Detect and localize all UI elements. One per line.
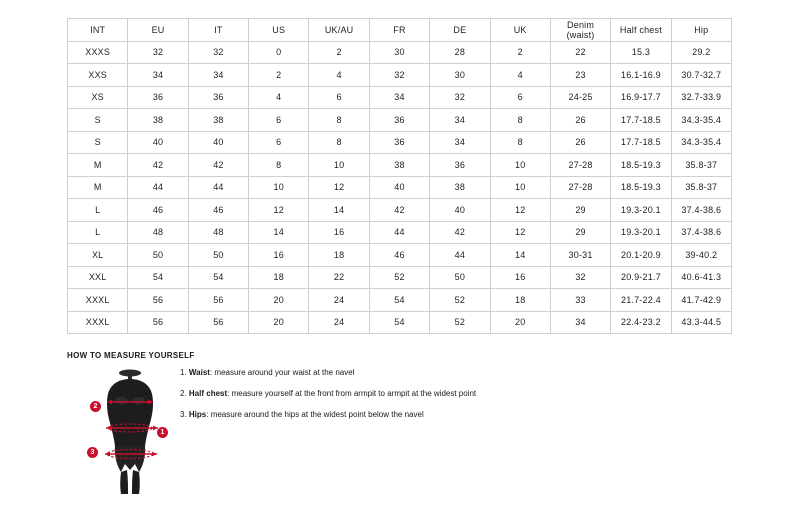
cell-uk: 10 xyxy=(490,176,550,199)
cell-uk-au: 22 xyxy=(309,266,369,289)
table-row xyxy=(68,289,732,312)
cell-de: 34 xyxy=(430,131,490,154)
cell-hip: 37.4-38.6 xyxy=(671,221,731,244)
cell-uk: 14 xyxy=(490,244,550,267)
table-row xyxy=(68,199,732,222)
cell-eu: 54 xyxy=(128,266,188,289)
table-row xyxy=(68,41,732,64)
cell-de: 52 xyxy=(430,311,490,334)
cell-hip: 37.4-38.6 xyxy=(671,199,731,222)
cell-int: S xyxy=(68,109,128,132)
cell-uk-au: 18 xyxy=(309,244,369,267)
cell-int: XXXL xyxy=(68,289,128,312)
cell-de: 32 xyxy=(430,86,490,109)
cell-eu: 38 xyxy=(128,109,188,132)
cell-hip: 34.3-35.4 xyxy=(671,131,731,154)
cell-eu: 56 xyxy=(128,311,188,334)
measure-term-waist: Waist xyxy=(188,368,210,377)
column-header-eu: EU xyxy=(128,19,188,42)
table-row xyxy=(68,131,732,154)
cell-uk: 2 xyxy=(490,41,550,64)
cell-fr: 30 xyxy=(369,41,429,64)
cell-it: 54 xyxy=(188,266,248,289)
cell-int: M xyxy=(68,154,128,177)
cell-us: 8 xyxy=(249,154,309,177)
figure-badge-1: 1 xyxy=(157,427,168,438)
cell-int: L xyxy=(68,199,128,222)
cell-half-chest: 17.7-18.5 xyxy=(611,109,671,132)
size-chart-table xyxy=(67,18,732,334)
column-header-uk: UK xyxy=(490,19,550,42)
cell-hip: 41.7-42.9 xyxy=(671,289,731,312)
cell-uk-au: 4 xyxy=(309,64,369,87)
cell-it: 36 xyxy=(188,86,248,109)
cell-eu: 42 xyxy=(128,154,188,177)
cell-uk-au: 14 xyxy=(309,199,369,222)
cell-denim-waist: 27-28 xyxy=(550,176,610,199)
cell-eu: 40 xyxy=(128,131,188,154)
cell-it: 34 xyxy=(188,64,248,87)
cell-half-chest: 15.3 xyxy=(611,41,671,64)
cell-hip: 35.8-37 xyxy=(671,154,731,177)
cell-denim-waist: 27-28 xyxy=(550,154,610,177)
cell-uk: 12 xyxy=(490,199,550,222)
cell-int: L xyxy=(68,221,128,244)
cell-half-chest: 18.5-19.3 xyxy=(611,176,671,199)
cell-it: 38 xyxy=(188,109,248,132)
measure-index-2: 2. xyxy=(180,389,187,398)
cell-denim-waist: 33 xyxy=(550,289,610,312)
table-row xyxy=(68,244,732,267)
table-row xyxy=(68,311,732,334)
cell-de: 38 xyxy=(430,176,490,199)
column-header-hip: Hip xyxy=(671,19,731,42)
column-header-half-chest: Half chest xyxy=(611,19,671,42)
cell-it: 46 xyxy=(188,199,248,222)
cell-uk-au: 10 xyxy=(309,154,369,177)
cell-it: 56 xyxy=(188,289,248,312)
table-row xyxy=(68,266,732,289)
cell-int: XXXL xyxy=(68,311,128,334)
measure-term-half-chest: Half chest xyxy=(188,389,228,398)
cell-int: XXXS xyxy=(68,41,128,64)
cell-hip: 35.8-37 xyxy=(671,176,731,199)
table-header xyxy=(68,19,732,42)
column-header-fr: FR xyxy=(369,19,429,42)
cell-half-chest: 22.4-23.2 xyxy=(611,311,671,334)
cell-int: S xyxy=(68,131,128,154)
cell-int: XXS xyxy=(68,64,128,87)
how-to-measure-title: HOW TO MEASURE YOURSELF xyxy=(67,351,195,360)
measure-text-half-chest: : measure yourself at the front from armpit to armpit at the widest point xyxy=(227,389,477,398)
cell-denim-waist: 26 xyxy=(550,131,610,154)
cell-denim-waist: 22 xyxy=(550,41,610,64)
cell-us: 0 xyxy=(249,41,309,64)
cell-eu: 56 xyxy=(128,289,188,312)
cell-it: 44 xyxy=(188,176,248,199)
cell-us: 14 xyxy=(249,221,309,244)
cell-half-chest: 21.7-22.4 xyxy=(611,289,671,312)
figure-badge-3: 3 xyxy=(87,447,98,458)
cell-de: 34 xyxy=(430,109,490,132)
measure-index-3: 3. xyxy=(180,410,187,419)
column-header-denim-waist: Denim (waist) xyxy=(550,19,610,42)
cell-us: 4 xyxy=(249,86,309,109)
measure-instruction-hips xyxy=(180,409,580,420)
measure-text-hips: : measure around the hips at the widest point below the navel xyxy=(206,410,424,419)
cell-eu: 50 xyxy=(128,244,188,267)
cell-us: 10 xyxy=(249,176,309,199)
cell-us: 6 xyxy=(249,131,309,154)
cell-us: 18 xyxy=(249,266,309,289)
cell-de: 40 xyxy=(430,199,490,222)
measure-text-waist: : measure around your waist at the navel xyxy=(209,368,355,377)
table-body xyxy=(68,41,732,334)
cell-uk-au: 24 xyxy=(309,289,369,312)
cell-uk: 20 xyxy=(490,311,550,334)
measure-index-1: 1. xyxy=(180,368,187,377)
table-header-row xyxy=(68,19,732,42)
how-to-measure-list xyxy=(180,367,580,430)
table-row xyxy=(68,86,732,109)
cell-half-chest: 16.1-16.9 xyxy=(611,64,671,87)
cell-fr: 46 xyxy=(369,244,429,267)
cell-fr: 40 xyxy=(369,176,429,199)
cell-half-chest: 18.5-19.3 xyxy=(611,154,671,177)
table-row xyxy=(68,154,732,177)
column-header-uk-au: UK/AU xyxy=(309,19,369,42)
cell-uk-au: 6 xyxy=(309,86,369,109)
cell-it: 40 xyxy=(188,131,248,154)
cell-uk-au: 2 xyxy=(309,41,369,64)
cell-us: 2 xyxy=(249,64,309,87)
cell-denim-waist: 23 xyxy=(550,64,610,87)
cell-half-chest: 16.9-17.7 xyxy=(611,86,671,109)
measurement-figure xyxy=(85,366,175,496)
cell-hip: 29.2 xyxy=(671,41,731,64)
cell-fr: 42 xyxy=(369,199,429,222)
cell-half-chest: 19.3-20.1 xyxy=(611,199,671,222)
table-row xyxy=(68,221,732,244)
cell-fr: 34 xyxy=(369,86,429,109)
cell-uk-au: 24 xyxy=(309,311,369,334)
cell-eu: 46 xyxy=(128,199,188,222)
cell-eu: 48 xyxy=(128,221,188,244)
cell-denim-waist: 30-31 xyxy=(550,244,610,267)
cell-fr: 32 xyxy=(369,64,429,87)
cell-it: 50 xyxy=(188,244,248,267)
cell-us: 20 xyxy=(249,311,309,334)
cell-denim-waist: 26 xyxy=(550,109,610,132)
cell-fr: 54 xyxy=(369,311,429,334)
measure-instruction-half-chest xyxy=(180,388,580,399)
cell-hip: 32.7-33.9 xyxy=(671,86,731,109)
cell-int: XXL xyxy=(68,266,128,289)
cell-hip: 30.7-32.7 xyxy=(671,64,731,87)
cell-fr: 52 xyxy=(369,266,429,289)
cell-int: M xyxy=(68,176,128,199)
cell-hip: 40.6-41.3 xyxy=(671,266,731,289)
measure-term-hips: Hips xyxy=(188,410,207,419)
cell-int: XS xyxy=(68,86,128,109)
cell-uk: 8 xyxy=(490,131,550,154)
cell-it: 56 xyxy=(188,311,248,334)
cell-fr: 44 xyxy=(369,221,429,244)
cell-fr: 54 xyxy=(369,289,429,312)
cell-denim-waist: 29 xyxy=(550,221,610,244)
cell-eu: 32 xyxy=(128,41,188,64)
cell-us: 6 xyxy=(249,109,309,132)
cell-eu: 44 xyxy=(128,176,188,199)
cell-denim-waist: 32 xyxy=(550,266,610,289)
cell-denim-waist: 24-25 xyxy=(550,86,610,109)
cell-de: 50 xyxy=(430,266,490,289)
cell-uk-au: 16 xyxy=(309,221,369,244)
cell-de: 30 xyxy=(430,64,490,87)
cell-uk: 4 xyxy=(490,64,550,87)
cell-uk: 6 xyxy=(490,86,550,109)
cell-us: 12 xyxy=(249,199,309,222)
cell-uk-au: 8 xyxy=(309,131,369,154)
column-header-it: IT xyxy=(188,19,248,42)
cell-uk-au: 12 xyxy=(309,176,369,199)
cell-half-chest: 20.9-21.7 xyxy=(611,266,671,289)
cell-uk: 8 xyxy=(490,109,550,132)
cell-it: 32 xyxy=(188,41,248,64)
cell-denim-waist: 34 xyxy=(550,311,610,334)
cell-de: 44 xyxy=(430,244,490,267)
measure-instruction-waist xyxy=(180,367,580,378)
cell-eu: 36 xyxy=(128,86,188,109)
cell-uk-au: 8 xyxy=(309,109,369,132)
cell-de: 42 xyxy=(430,221,490,244)
cell-de: 36 xyxy=(430,154,490,177)
cell-uk: 10 xyxy=(490,154,550,177)
cell-denim-waist: 29 xyxy=(550,199,610,222)
cell-us: 16 xyxy=(249,244,309,267)
cell-it: 48 xyxy=(188,221,248,244)
cell-de: 52 xyxy=(430,289,490,312)
table-row xyxy=(68,176,732,199)
table-row xyxy=(68,64,732,87)
figure-badge-2: 2 xyxy=(90,401,101,412)
cell-half-chest: 20.1-20.9 xyxy=(611,244,671,267)
cell-uk: 16 xyxy=(490,266,550,289)
cell-eu: 34 xyxy=(128,64,188,87)
cell-uk: 12 xyxy=(490,221,550,244)
cell-uk: 18 xyxy=(490,289,550,312)
cell-de: 28 xyxy=(430,41,490,64)
column-header-us: US xyxy=(249,19,309,42)
cell-half-chest: 17.7-18.5 xyxy=(611,131,671,154)
cell-hip: 39-40.2 xyxy=(671,244,731,267)
cell-half-chest: 19.3-20.1 xyxy=(611,221,671,244)
cell-us: 20 xyxy=(249,289,309,312)
cell-hip: 43.3-44.5 xyxy=(671,311,731,334)
cell-int: XL xyxy=(68,244,128,267)
size-chart-table-wrapper xyxy=(67,18,732,334)
cell-hip: 34.3-35.4 xyxy=(671,109,731,132)
cell-fr: 38 xyxy=(369,154,429,177)
column-header-de: DE xyxy=(430,19,490,42)
cell-fr: 36 xyxy=(369,131,429,154)
cell-it: 42 xyxy=(188,154,248,177)
cell-fr: 36 xyxy=(369,109,429,132)
table-row xyxy=(68,109,732,132)
column-header-int: INT xyxy=(68,19,128,42)
